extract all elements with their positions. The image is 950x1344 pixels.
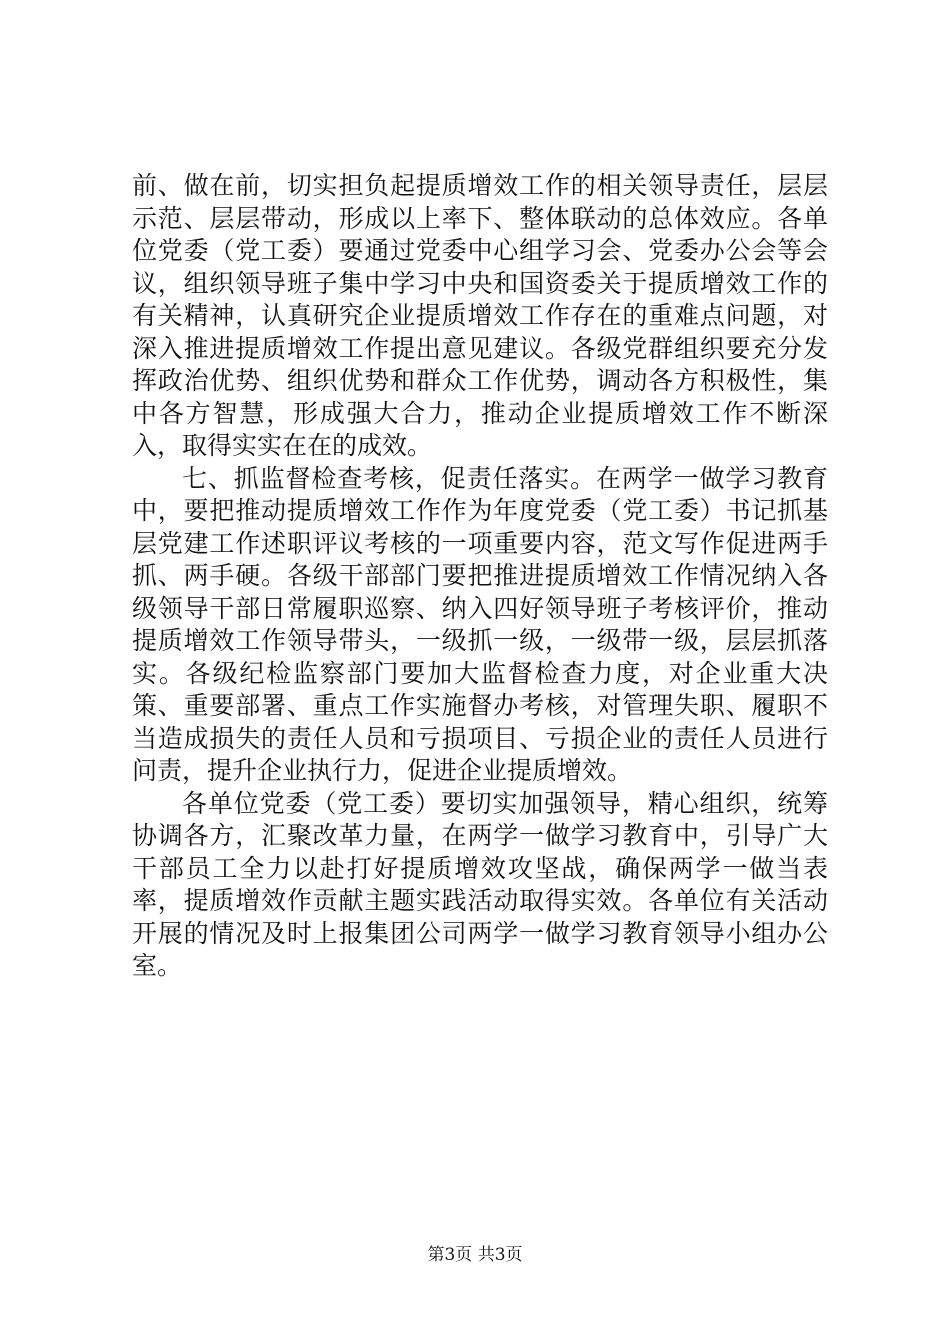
paragraph-2: 七、抓监督检查考核，促责任落实。在两学一做学习教育中，要把推动提质增效工作作为年度党委（党工委）书记抓基层党建工作述职评议考核的一项重要内容，范文写作促进两手抓、两手硬。各级干部部门要把推进提质增效工作情况纳入各级领导干部日常履职巡察、纳入四好领导班子考核评价，推动提质增效工作领导带头，一级抓一级，一级带一级，层层抓落实。各级纪检监察部门要加大监督检查力度，对企业重大决策、重要部署、重点工作实施督办考核，对管理失职、履职不当造成损失的责任人员和亏损项目、亏损企业的责任人员进行问责，提升企业执行力，促进企业提质增效。 — [132, 463, 828, 785]
page-footer: 第3页 共3页 — [427, 1245, 523, 1265]
document-body — [132, 170, 828, 983]
paragraph-3: 各单位党委（党工委）要切实加强领导，精心组织，统筹协调各方，汇聚改革力量，在两学一做学习教育中，引导广大干部员工全力以赴打好提质增效攻坚战，确保两学一做当表率，提质增效作贡献主题实践活动取得实效。各单位有关活动开展的情况及时上报集团公司两学一做学习教育领导小组办公室。 — [132, 788, 828, 980]
paragraph-1: 前、做在前，切实担负起提质增效工作的相关领导责任，层层示范、层层带动，形成以上率下、整体联动的总体效应。各单位党委（党工委）要通过党委中心组学习会、党委办公会等会议，组织领导班子集中学习中央和国资委关于提质增效工作的有关精神，认真研究企业提质增效工作存在的重难点问题，对深入推进提质增效工作提出意见建议。各级党群组织要充分发挥政治优势、组织优势和群众工作优势，调动各方积极性，集中各方智慧，形成强大合力，推动企业提质增效工作不断深入，取得实实在在的成效。 — [132, 171, 828, 460]
